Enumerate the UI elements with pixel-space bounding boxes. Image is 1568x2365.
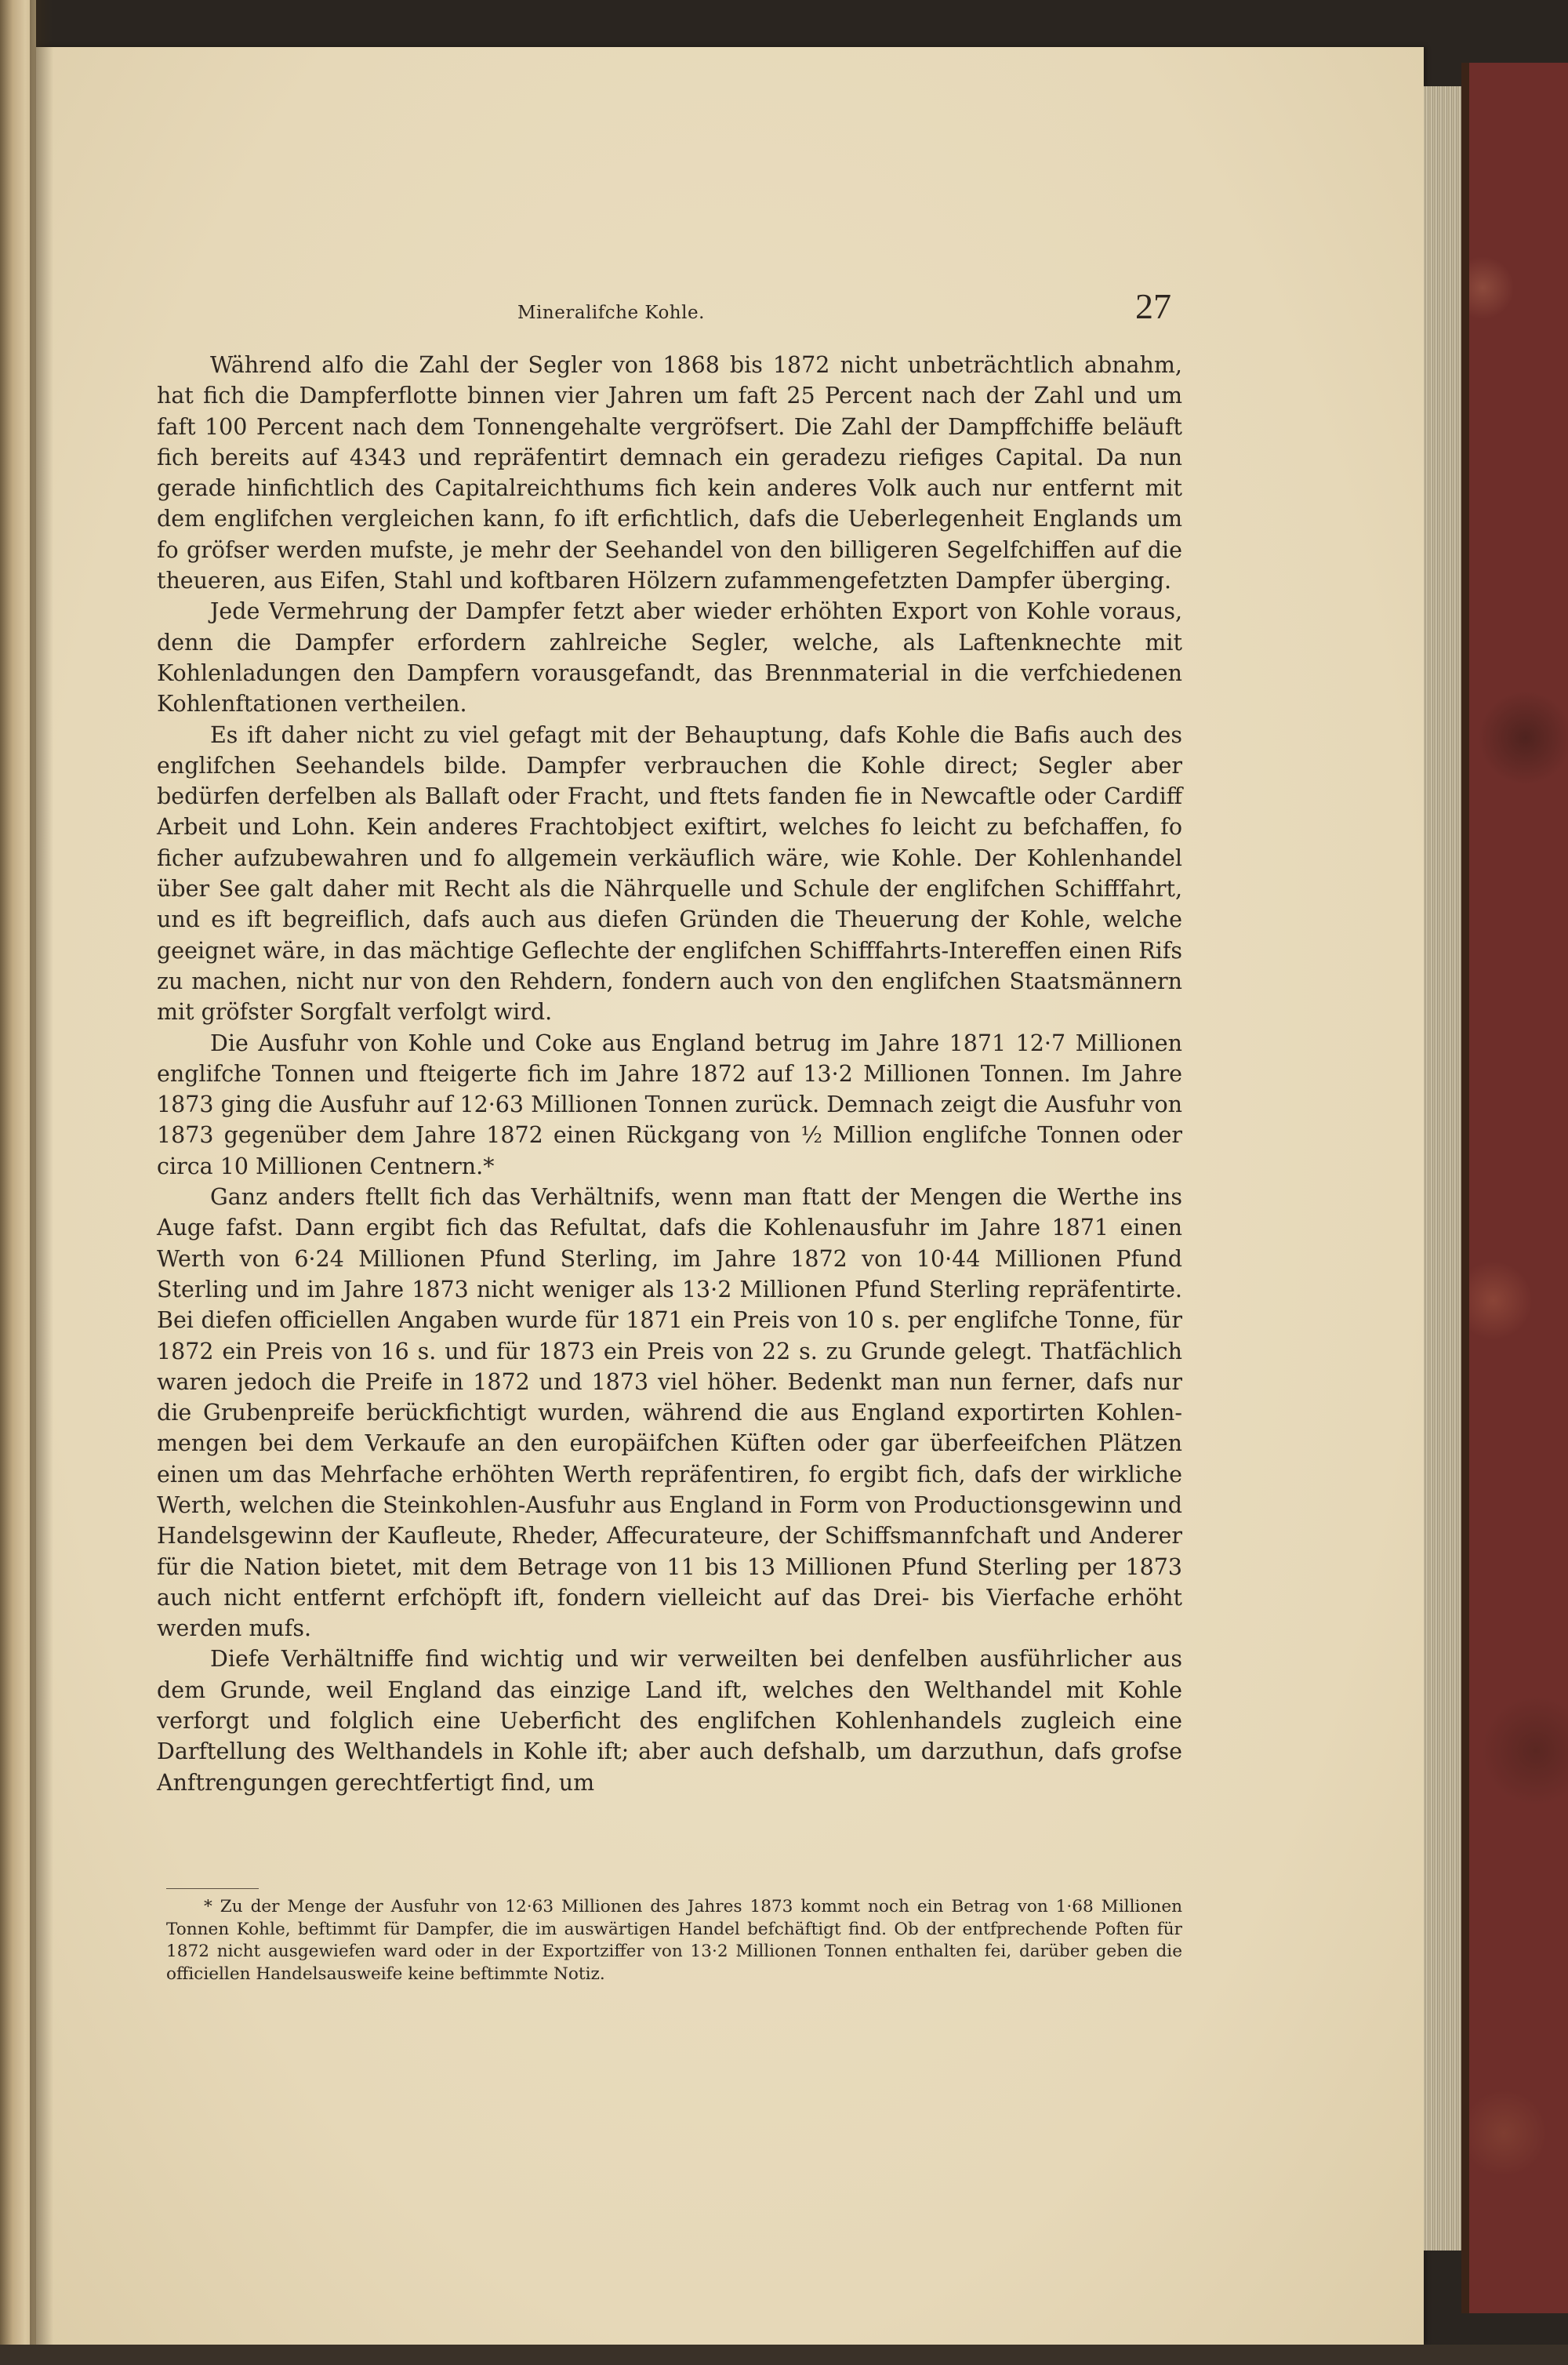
paragraph: Diefe Verhältniffe find wichtig und wir verweilten bei denfelben ausführlicher aus dem Grunde, weil England das einzige Land ift, welches den Welthandel mit Kohle verforgt und folglich eine Ueberficht des englifchen Kohlenhandels zugleich eine Darftellung des Welthandels in Kohle ift; aber auch defshalb, um darzuthun, dafs grofse Anftrengungen gerechtfertigt find, um	[157, 1646, 1182, 1796]
body-text	[157, 350, 1182, 1798]
page-stack-edge	[1424, 86, 1461, 2251]
footnote: * Zu der Menge der Ausfuhr von 12·63 Millionen des Jahres 1873 kommt noch ein Betrag von 1·68 Millionen Tonnen Kohle, beftimmt für Dampfer, die im auswärtigen Handel befchäftigt find. Ob der entfprechende Poften für 1872 nicht ausgewiefen ward oder in der Exportziffer von 13·2 Millionen Tonnen enthalten fei, darüber geben die officiellen Handelsausweife keine beftimmte Notiz.	[166, 1897, 1182, 1984]
marbled-cover	[1461, 63, 1568, 2313]
paragraph: Jede Vermehrung der Dampfer fetzt aber wieder erhöhten Export von Kohle voraus, denn die Dampfer erfordern zahlreiche Segler, welche, als Laftenknechte mit Kohlenladungen den Dampfern vorausgefandt, das Brennmaterial in die verfchiedenen Kohlenftationen vertheilen.	[157, 598, 1182, 717]
paragraph: Es ift daher nicht zu viel gefagt mit der Behauptung, dafs Kohle die Bafis auch des englifchen Seehandels bilde. Dampfer verbrauchen die Kohle direct; Segler aber bedürfen derfelben als Ballaft oder Fracht, und ftets fanden fie in Newcaftle oder Cardiff Arbeit und Lohn. Kein anderes Frachtobject exiftirt, welches fo leicht zu befchaffen, fo ficher aufzubewahren und fo allgemein verkäuflich wäre, wie Kohle. Der Kohlenhandel über See galt daher mit Recht als die Nährquelle und Schule der englifchen Schifffahrt, und es ift begreiflich, dafs auch aus diefen Gründen die Theuerung der Kohle, welche geeignet wäre, in das mächtige Geflechte der englifchen Schifffahrts-Intereffen einen Rifs zu machen, nicht nur von den Rehdern, fondern auch von den englifchen Staatsmännern mit gröfster Sorgfalt verfolgt wird.	[157, 721, 1182, 1026]
book-gutter-shadow	[30, 0, 53, 2365]
running-head: Mineralifche Kohle.	[517, 303, 705, 323]
paragraph: Ganz anders ftellt fich das Verhältnifs, wenn man ftatt der Mengen die Werthe ins Auge fafst. Dann ergibt fich das Refultat, dafs die Kohlenausfuhr im Jahre 1871 einen Werth von 6·24 Millionen Pfund Sterling, im Jahre 1872 von 10·44 Millionen Pfund Sterling und im Jahre 1873 nicht weniger als 13·2 Millionen Pfund Sterling repräfentirte. Bei diefen officiellen Angaben wurde für 1871 ein Preis von 10 s. per englifche Tonne, für 1872 ein Preis von 16 s. und für 1873 ein Preis von 22 s. zu Grunde gelegt. Thatfächlich waren jedoch die Preife in 1872 und 1873 viel höher. Bedenkt man nun ferner, dafs nur die Grubenpreife berückfichtigt wurden, während die aus England exportirten Kohlenmengen bei dem Verkaufe an den europäifchen Küften oder gar überfeeifchen Plätzen einen um das Mehrfache erhöhten Werth repräfentiren, fo ergibt fich, dafs der wirkliche Werth, welchen die Steinkohlen-Ausfuhr aus England in Form von Productionsgewinn und Handelsgewinn der Kaufleute, Rheder, Affecurateure, der Schiffsmannfchaft und Anderer für die Nation bietet, mit dem Betrage von 11 bis 13 Millionen Pfund Sterling per 1873 auch nicht entfernt erfchöpft ift, fondern vielleicht auf das Drei- bis Vierfache erhöht werden mufs.	[157, 1184, 1182, 1642]
footnotes	[166, 1896, 1182, 1985]
page-number: 27	[1135, 286, 1171, 326]
paragraph: Die Ausfuhr von Kohle und Coke aus England betrug im Jahre 1871 12·7 Millionen englifche Tonnen und fteigerte fich im Jahre 1872 auf 13·2 Millionen Tonnen. Im Jahre 1873 ging die Ausfuhr auf 12·63 Millionen Tonnen zurück. Demnach zeigt die Ausfuhr von 1873 gegenüber dem Jahre 1872 einen Rückgang von ½ Million englifche Tonnen oder circa 10 Millionen Centnern.*	[157, 1030, 1182, 1179]
paragraph: Während alfo die Zahl der Segler von 1868 bis 1872 nicht unbeträchtlich abnahm, hat fich die Dampferflotte binnen vier Jahren um faft 25 Percent nach der Zahl und um faft 100 Percent nach dem Tonnengehalte vergröfsert. Die Zahl der Dampffchiffe beläuft fich bereits auf 4343 und repräfentirt demnach ein geradezu riefiges Capital. Da nun gerade hinfichtlich des Capitalreichthums fich kein anderes Volk auch nur entfernt mit dem englifchen vergleichen kann, fo ift erfichtlich, dafs die Ueberlegenheit Englands um fo gröfser werden mufste, je mehr der Seehandel von den billigeren Segelfchiffen auf die theueren, aus Eifen, Stahl und koftbaren Hölzern zufammengefetzten Dampfer überging.	[157, 352, 1182, 594]
bottom-shadow	[0, 2345, 1568, 2365]
footnote-rule	[166, 1888, 259, 1889]
cover-edge	[1461, 63, 1469, 2313]
